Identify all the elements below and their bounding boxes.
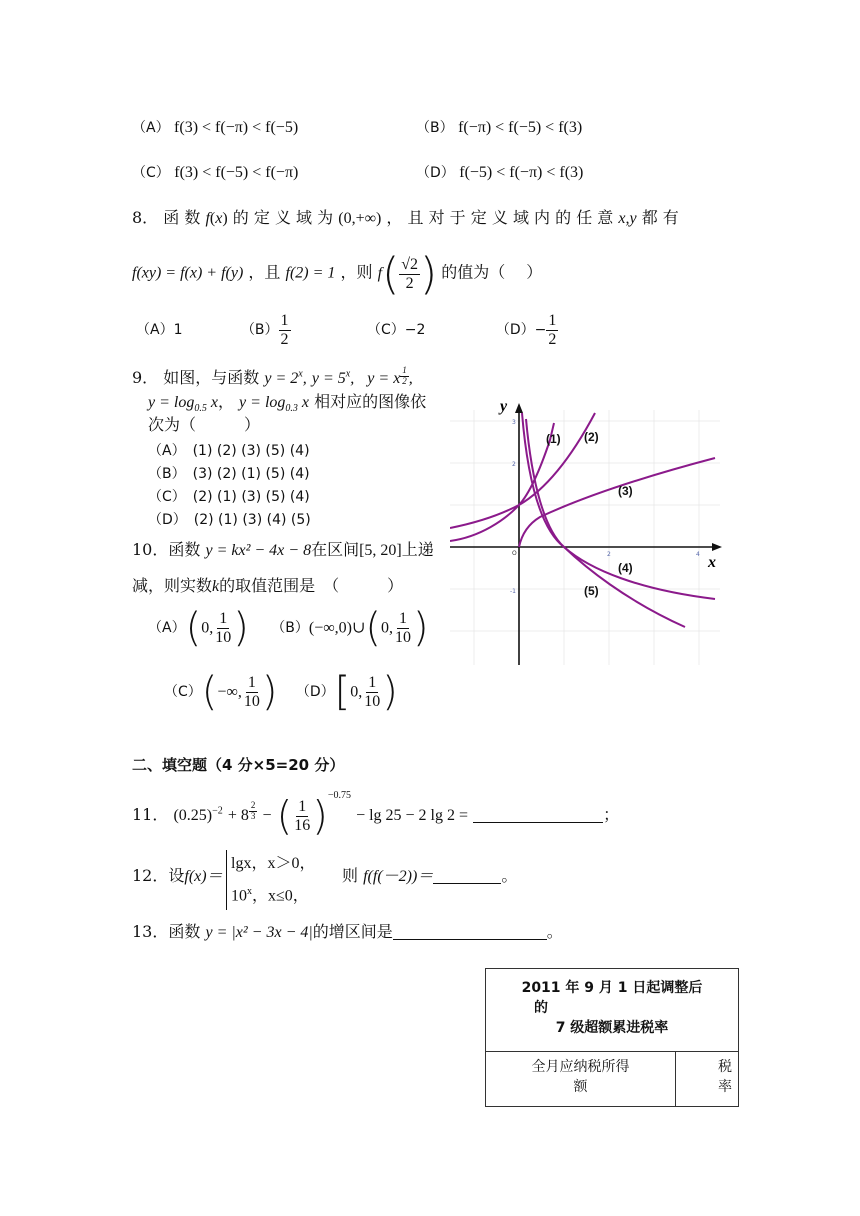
col-income-line2: 额 [573,1079,588,1095]
q9-f3: y = x [367,370,401,387]
q7-option-d [416,163,583,182]
q9-line2: $y = \log_{0.5} x$， $y = \log_{0.3} x$ 相对应的图像依 [148,392,427,415]
q10-text: 在区间 [311,540,360,559]
q10-option-c-label: （C） [164,684,202,700]
curve-label-3: (3) [618,484,633,498]
ten: 10 [215,628,232,646]
q8-number: 8． [132,208,159,227]
q11-a: (0.25) [173,807,213,824]
one: 1 [219,609,228,627]
q10-options-ab [148,605,429,651]
q12-number: 12．设 [132,866,185,885]
y-axis-label: y [500,398,508,415]
q11-term-d: − lg 25 − 2 lg 2 = [356,807,469,824]
tick-x4: 4 [696,551,700,558]
q9-f5: y = log [239,394,286,411]
q9-option-b: （B） (3) (2) (1) (5) (4) [148,466,310,482]
q8-option-a: （A）1 [136,322,183,339]
half-numerator: 1 [548,312,557,329]
q10-line2 [132,576,403,596]
graph-curves [450,413,715,627]
q7-option-b [416,118,582,137]
tick-y2: 2 [512,461,516,468]
table-col-income [486,1052,676,1107]
q10-text: 函数 [168,540,201,559]
q10-option-a-label: （A） [148,620,186,636]
q7-option-a [132,118,298,137]
q7-option-a-expr: f(3) < f(−π) < f(−5) [174,119,299,136]
q11-term-c: ( $\frac{1}{16}$ )$^{-0.75}$ [276,790,351,840]
q9-option-d: （D） (2) (1) (3) (4) (5) [148,512,311,528]
table-row [486,1052,739,1107]
q11-answer-blank[interactable] [473,821,603,823]
q7-option-a-label: （A） [132,120,170,136]
q11-b: + 8 [227,807,249,824]
curve-2-to-x [450,413,595,528]
q8-option-b [240,312,295,348]
q13-equation: y = |x² − 3x − 4| [205,924,313,941]
q10-text: 减，则实数 [132,576,213,595]
q9-number: 9． [132,368,159,387]
q8-option-d [495,312,559,348]
q11-frac-d: 16 [294,816,311,834]
table-header-line2: 的 [534,1000,548,1016]
q10-d-lower: 0, [350,683,363,701]
q10-options-cd [164,669,398,715]
q7-option-c-label: （C） [132,165,170,181]
q9-func-log05 [148,394,218,415]
x-axis-label: x [708,554,716,571]
section-2-title: 二、填空题（4 分×5=20 分） [132,756,345,774]
q10-text: 的取值范围是 （ ） [219,576,404,595]
q9-f4-x: x [210,394,218,411]
q11-number: 11． [132,805,169,824]
curve-label-5: (5) [584,584,599,598]
q12-then: 则 [342,866,359,885]
q13-number: 13．函数 [132,922,201,941]
q11-minus: − [262,807,272,824]
q12-piecewise [226,850,315,910]
table-col-rate [676,1052,739,1107]
table-row [486,969,739,1052]
q10-equation: y = kx² − 4x − 8 [205,542,312,559]
q10-interval: [5, 20] [359,542,402,559]
q8-text: 函 数 [163,208,201,227]
function-graph [450,395,730,667]
curve-label-2: (2) [584,430,599,444]
q9-text: 相对应的图像依 [314,392,427,411]
q9-f4-sub: 0.5 [194,403,207,415]
q9-f3-exp-n: 1 [402,365,407,375]
q7-option-c [132,163,298,182]
q12-ask [342,866,517,886]
q9-f2: y = 5 [311,370,346,387]
q10-k: k [212,578,220,595]
q9-line1 [132,366,413,388]
q13-line [132,922,563,942]
q13-answer-blank[interactable] [393,938,547,940]
q10-option-a: （A）(0, $\frac{1}{10}$ ) [148,605,249,651]
ten: 10 [364,692,381,710]
q9-text: 如图，与函数 [163,368,260,387]
q11-end: ； [603,805,620,824]
table-header-line3: 7 级超额累进税率 [555,1020,669,1036]
q13-end: 。 [546,922,563,941]
q9-f3-exp-d: 2 [402,375,407,386]
q9-f1: y = 2 [264,370,299,387]
q7-option-b-expr: f(−π) < f(−5) < f(3) [458,119,583,136]
q8-fx: f(x) [205,210,228,227]
q11-a-exp: −2 [212,805,223,817]
q11-c-exp: −0.75 [327,790,351,801]
sqrt2: √2 [401,255,419,273]
q9-f1-sup: x [298,368,303,380]
q10-option-b: （B）(−∞,0)∪(0, $\frac{1}{10}$ ) [271,605,429,651]
q12-expr: f(f(－2))＝ [363,868,434,885]
ten: 10 [243,692,260,710]
graph-grid [450,410,720,665]
q9-options [148,440,311,532]
q8-options [136,312,558,348]
q10-text: 上递 [401,540,434,559]
q8-option-b-label: （B） [240,322,279,339]
half-denominator: 2 [280,330,289,348]
q9-func-sqrt: y = x $\frac{1}{2}$ , [367,365,413,387]
q7-option-d-label: （D） [416,165,455,181]
q9-f4: y = log [148,394,195,411]
q8-equation-f2: f(2) = 1 [285,264,336,282]
q10-a-lower: 0, [201,619,214,637]
q10-option-b-label: （B） [271,620,309,636]
q8-text: 都 有 [641,208,679,227]
q12-end: 。 [501,866,518,885]
ten: 10 [394,628,411,646]
q12-answer-blank[interactable] [433,882,501,884]
tick-x2: 2 [607,551,611,558]
col-rate-line2: 率 [718,1079,732,1095]
half-denominator: 2 [548,330,557,348]
q11-term-a [173,807,222,824]
curve-sqrt-x [519,458,715,547]
col-rate-line1: 税 [718,1059,732,1075]
table-header-line1: 2011 年 9 月 1 日起调整后 [521,980,703,996]
q10-option-d: （D）[0, $\frac{1}{10}$ ) [295,669,398,715]
q9-func-log03 [239,394,309,415]
q9-f2-sup: x [345,368,351,380]
curve-labels [546,430,633,598]
half-numerator: 1 [280,312,289,329]
q9-f5-sub: 0.3 [285,403,298,415]
q7-option-c-expr: f(3) < f(−5) < f(−π) [174,164,299,181]
one: 1 [398,609,407,627]
q8-f-sqrt2-over-2: f( $\frac{√2}{2}$ ) [377,248,438,299]
one: 1 [368,673,377,691]
q8-domain: (0,+∞) [338,210,382,227]
q9-option-a: （A） (1) (2) (3) (5) (4) [148,443,310,459]
q10-c-lower: −∞, [217,683,242,701]
q11-frac-n: 1 [298,798,307,816]
q12-case-2-exp: x [247,886,252,897]
q8-text: ， 且 对 于 定 义 域 内 的 任 意 [386,208,614,227]
q10-number: 10． [132,540,169,559]
tick-y3: 3 [512,419,516,426]
q8-text: 的 定 义 域 为 [232,208,334,227]
q8-text: ，且 [248,262,281,282]
q10-option-c: （C）(−∞, $\frac{1}{10}$ ) [164,669,278,715]
q8-equation: f(xy) = f(x) + f(y) [132,264,244,282]
q8-line1 [132,208,679,228]
q8-option-d-label: （D）− [495,322,547,339]
q12-case-1: lgx，x＞0， [231,855,316,872]
curve-5-to-x [450,423,554,541]
q7-option-b-label: （B） [416,120,454,136]
q11-b-exp-n: 2 [250,800,256,810]
x-axis-arrow-icon [712,543,722,551]
q10-b-lower: 0, [380,619,393,637]
q8-option-c: （C）−2 [367,322,426,339]
q9-option-c: （C） (2) (1) (3) (5) (4) [148,489,310,505]
origin-label: O [512,550,517,557]
curve-label-1: (1) [546,432,561,446]
q11-line [132,790,620,840]
y-axis-arrow-icon [515,403,523,413]
q10-option-d-label: （D） [295,684,335,700]
q11-b-exp-d: 3 [250,810,256,821]
table-header [486,969,739,1052]
q10-line1 [132,540,434,560]
q9-line3: 次为（ ） [148,415,261,434]
q8-vars: x,y [618,210,637,227]
one: 1 [247,673,256,691]
q7-option-d-expr: f(−5) < f(−π) < f(3) [459,164,584,181]
q9-func-5x: $y = 5^x$, [311,368,355,387]
q8-text: ，则 [340,262,373,282]
col-income-line1: 全月应纳税所得 [531,1059,630,1075]
q8-line2 [132,248,543,299]
q12-case-2-base: 10 [231,887,247,905]
q8-text: 的值为（ ） [441,262,543,282]
q10-b-pre: (−∞,0)∪ [308,619,366,637]
q12-case-2 [231,878,315,910]
q12-line [132,866,223,886]
q12-fx: f(x)＝ [184,868,223,885]
tick-y-minus1: -1 [510,588,516,595]
two: 2 [405,274,414,292]
q11-term-b [227,800,258,824]
curve-label-4: (4) [618,561,633,575]
q9-f5-x: x [301,394,309,411]
q9-func-2x: $y = 2^x$, [264,368,307,387]
tax-rate-table [485,968,739,1107]
q13-text: 的增区间是 [312,922,393,941]
q12-case-2-cond: ，x≤0， [252,887,309,905]
